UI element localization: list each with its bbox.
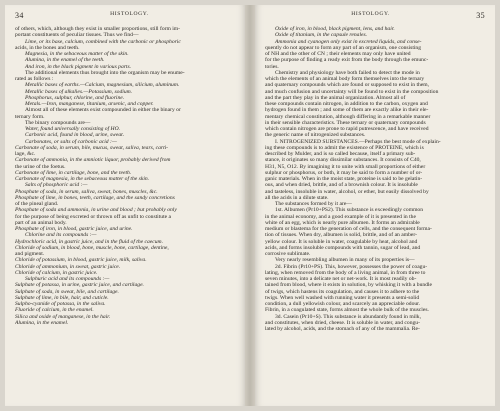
text-line: Chlorine and its compounds :— — [25, 232, 97, 239]
text-line: Phosphorus, sulphur, chlorine, and fluorine. — [25, 94, 125, 101]
text-line: Phosphate of soda, in serum, saliva, sweat, bones, muscles, &c. — [15, 188, 158, 195]
text-line: of NH and the other of CN ; their elements may only have united — [265, 51, 411, 57]
text-line: 2d. Fibrin (Pr10+PS). This, however, possesses the power of coagu- — [275, 263, 428, 270]
text-line: of twigs, which hastens its coagulation, and causes it to adhere to the — [265, 288, 420, 295]
text-line: Phosphate of lime, in bones, teeth, cartilage, and the sandy concretions — [15, 194, 175, 201]
right-page-number: 35 — [476, 11, 485, 20]
text-line: and tasteless, insoluble in water, alcohol, or ether, but easily dissolved by — [265, 188, 429, 195]
text-line: part of an animal body. — [15, 219, 67, 226]
text-line: Carbonic acid, found in blood, urine, sweat. — [25, 132, 125, 139]
text-line: the urine of the foetus. — [15, 163, 66, 170]
text-line: Magnesia, in the sebaceous matter of the skin. — [25, 51, 129, 57]
left-page-header — [15, 11, 235, 20]
text-line: tories. — [265, 63, 279, 70]
text-line: Sulphate of potassa, in urine, gastric juice, and cartilage. — [15, 282, 144, 289]
text-line: Silica and oxide of manganese, in the hair. — [15, 313, 111, 320]
text-line: hydrogen found in them ; and some of them are exactly alike in their ele- — [265, 107, 429, 114]
text-line: Carbonate of magnesia, in the sebaceous matter of the skin. — [15, 176, 150, 182]
right-page — [255, 5, 495, 406]
text-line: Oxide of iron, in blood, black pigment, lens, and hair. — [275, 26, 395, 32]
text-line: quently do not appear to form any part of an organism, one consisting — [265, 44, 422, 51]
text-line: Fibrin, in a coagulated state, forms almost the whole bulk of the muscles. — [265, 307, 429, 314]
text-line: Ammonia and cyanogen only exist in excreted liquids, and conse- — [275, 38, 422, 45]
text-line: and pigment. — [15, 251, 45, 257]
text-line: Chloride of sodium, in blood, bone, muscle, bone, cartilage, dentine, — [15, 244, 169, 251]
right-page-text — [265, 26, 485, 332]
right-running-head: HISTOLOGY. — [351, 11, 390, 17]
text-line: condition, a dull yellowish colour, and scarcely an appreciable odour. — [265, 301, 421, 307]
text-line: ing these compounds is to admit the existence of PROTEINE, which is — [265, 144, 424, 151]
text-line: Alumina, in the enamel of the teeth. — [25, 57, 105, 64]
text-line: Chloride of potassium, in blood, gastric juice, milk, saliva. — [15, 257, 147, 264]
text-line: seven minutes, into a delicate net or net-work. It is most readily ob- — [265, 276, 417, 282]
text-line: Metals.—Iron, manganese, titanium, arsenic, and copper. — [25, 101, 154, 107]
right-page-header — [265, 11, 485, 20]
text-line: acids, and forms insoluble compounds with tannin, sugar of lead, and — [265, 244, 421, 251]
left-page-number: 34 — [15, 11, 24, 20]
text-line: Salts of phosphoric acid :— — [25, 182, 88, 189]
text-line: Very nearly resembling albumen in many of its properties is— — [275, 257, 415, 264]
text-line: of others, which, although they exist in smaller proportions, still form im- — [15, 26, 180, 32]
text-line: mentary chemical constitution, although differing in a remarkable manner — [265, 113, 431, 120]
text-line: twigs. When well washed with running water it presents a semi-solid — [265, 294, 420, 301]
text-line: stance, it originates so many dissimilar substances. It consists of C40, — [265, 157, 421, 164]
text-line: Chloride of ammonium, in sweat, gastric juice. — [15, 263, 121, 270]
text-line: Metallic bases of alkalies.—Potassium, sodium. — [25, 88, 133, 95]
text-line: in the animal economy, and a good example of it is presented in the — [265, 213, 416, 220]
text-line: lage, &c. — [15, 151, 36, 157]
text-line: Carbonates, or salts of carbonic acid :— — [25, 138, 117, 145]
text-line: yellow colour. It is soluble in water, coagulable by heat, alcohol and — [265, 238, 418, 245]
text-line: Hydrochloric acid, in gastric juice, and in the fluid of the caecum. — [15, 238, 163, 245]
text-line: Metallic bases of earths.—Calcium, magnesium, silicium, aluminum. — [25, 82, 180, 89]
text-line: sulphur or phosphorus, or both, it may be said to form a number of or- — [265, 169, 423, 176]
text-line: lated by alcohol, acids, and the stomach of any of the mammalia. Re- — [265, 326, 420, 332]
text-line: Almost all of these elements exist compounded in either the binary or — [25, 107, 181, 114]
text-line: H31, N5, O12. By imagining it to unite with small proportions of either — [265, 163, 426, 170]
text-line: Oxide of titanium, in the capsule renales. — [275, 32, 368, 39]
text-line: Carbonate of lime, in cartilage, bone, and the teeth. — [15, 169, 132, 176]
text-line: The binary compounds are— — [25, 119, 91, 126]
text-line: Fluoride of calcium, in the enamel. — [15, 307, 94, 314]
text-line: ternary form. — [15, 113, 45, 120]
text-line: 1st. Albumen (Pr10+PS2). This substance is exceedingly common — [275, 207, 424, 214]
text-line: 3d. Casein (Pr10+S). This substance is abundantly found in milk, — [275, 313, 421, 320]
text-line: the generic name of nitrogenized substances. — [265, 132, 366, 139]
text-line: ous, and when dried, brittle, and of a brownish colour. It is insoluble — [265, 182, 418, 189]
text-line: for the purpose of being excreted or thrown off as unfit to constitute a — [15, 213, 172, 220]
text-line: medium or blastema for the generation of cells, and the consequent forma- — [265, 226, 432, 232]
text-line: acids, in the bones and teeth. — [15, 44, 80, 51]
text-line: Sulphate of soda, in sweat, bile, and cartilage. — [15, 288, 119, 295]
text-line: The substances formed by it are— — [275, 201, 352, 207]
left-page — [5, 5, 245, 406]
text-line: Chloride of calcium, in gastric juice. — [15, 269, 98, 276]
text-line: ganic materials. When in the moist state, proteine is said to be gelatin- — [265, 176, 423, 182]
text-line: Sulpho-cyanide of potassa, in the saliva. — [15, 301, 106, 307]
text-line: Carbonate of soda, in serum, bile, mucus, sweat, saliva, tears, carti- — [15, 144, 169, 151]
text-line: and quaternary compounds which are found or supposed to exist in them, — [265, 82, 430, 89]
text-line: these compounds contain nitrogen, in addition to the carbon, oxygen and — [265, 101, 428, 107]
left-running-head: HISTOLOGY. — [110, 11, 149, 17]
text-line: described by Mulder, and is so called because, itself a primary sub- — [265, 151, 416, 157]
text-line: And iron, in the black pigment in various parts. — [25, 63, 132, 70]
text-line: Water, found universally consisting of HO. — [25, 126, 121, 132]
text-line: portant constituents of peculiar tissues. Thus we find— — [15, 32, 139, 39]
left-page-text — [15, 26, 235, 326]
text-line: Carbonate of ammonia, in the amniotic liquor, probably derived from — [15, 157, 171, 164]
text-line: Phosphate of iron, in blood, gastric juice, and urine. — [15, 226, 133, 232]
text-line: tion of tissues. When dry, albumen is solid, brittle, and of an amber- — [265, 232, 417, 239]
text-line: of the pineal gland. — [15, 201, 59, 207]
text-line: Lime, or its base, calcium, combined with the carbonic or phosphoric — [25, 38, 181, 45]
text-line: all the acids in a dilute state. — [265, 194, 329, 201]
text-line: I. NITROGENIZED SUBSTANCES.—Perhaps the best mode of explain- — [275, 138, 441, 145]
text-line: The additional elements thus brought into the organism may be enume- — [25, 69, 185, 76]
text-line: which the elements of an animal body form themselves into the ternary — [265, 76, 425, 82]
text-line: and the part they play in the animal organization. Almost all of — [265, 94, 406, 101]
text-line: corrosive sublimate. — [265, 251, 311, 257]
text-line: Sulphate of lime, in bile, hair, and cuticle. — [15, 294, 109, 301]
text-line: and constitutes, when dried, cheese. It is soluble in water, and congu- — [265, 319, 420, 326]
text-line: in their sensible characteristics. These ternary or quaternary compounds — [265, 119, 426, 126]
text-line: Phosphate of soda and ammonia, in urine and blood ; but probably only — [15, 207, 177, 214]
text-line: and much confusion and uncertainty will be found to exist in the composition — [265, 88, 439, 95]
text-line: rated as follows : — [15, 76, 54, 82]
text-line: Alumina, in the enamel. — [15, 319, 69, 326]
text-line: which contain nitrogen are prone to rapid putrescence, and have received — [265, 126, 429, 132]
text-line: Sulphuric acid and its compounds :— — [25, 276, 110, 282]
text-line: lating, when removed from the body of a living animal, in from three to — [265, 269, 426, 276]
text-line: for the purpose of finding a ready exit from the body through the emunc- — [265, 57, 429, 64]
text-line: white of an egg, which is nearly pure albumen. It forms an admirable — [265, 219, 420, 226]
text-line: Chemistry and physiology have both failed to detect the mode in — [275, 69, 420, 76]
text-line: tained from blood, where it exists in solution, by whisking it with a bundle — [265, 282, 433, 289]
book-gutter — [245, 5, 255, 406]
